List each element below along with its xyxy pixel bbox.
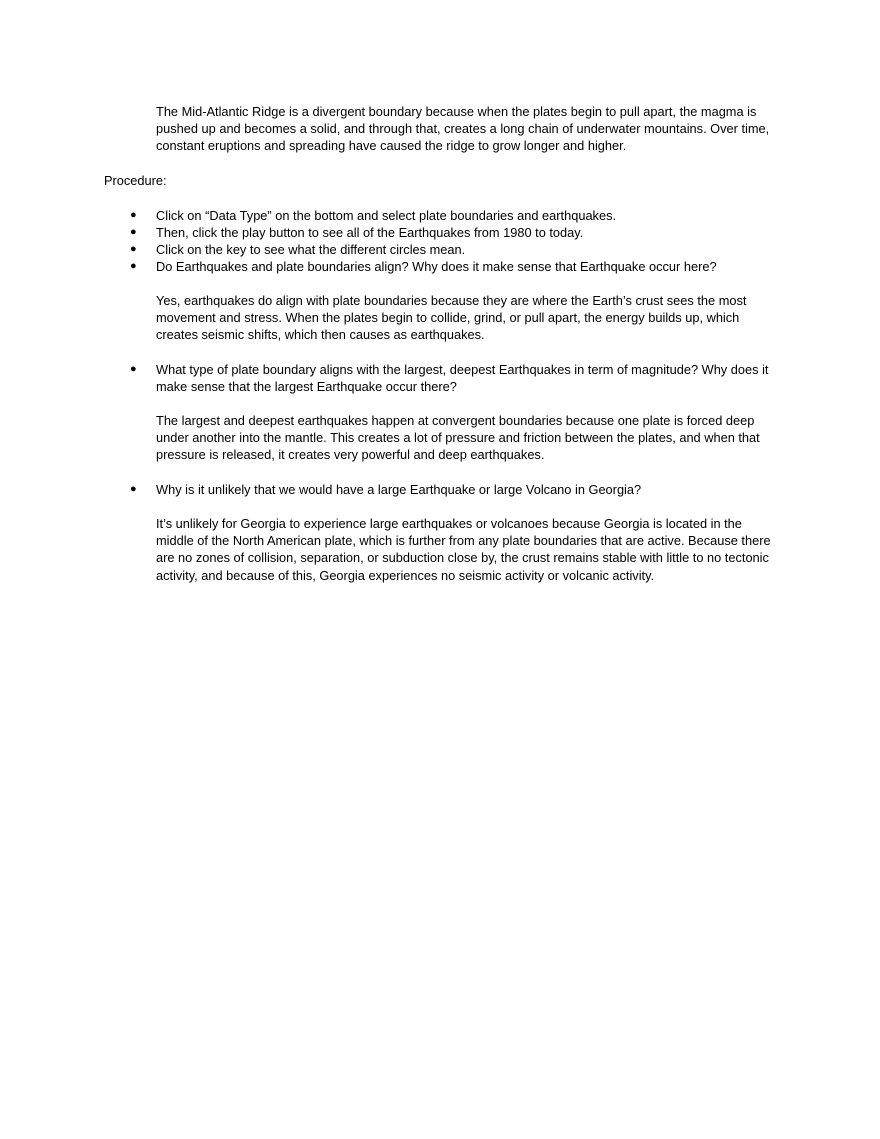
- bullet-icon: ●: [130, 243, 137, 255]
- list-item: [130, 241, 786, 258]
- list-item: [130, 224, 786, 241]
- bullet-icon: ●: [130, 363, 137, 375]
- list-item: [130, 361, 786, 395]
- list-item: [130, 207, 786, 224]
- step-text: Do Earthquakes and plate boundaries align? Why does it make sense that Earthquake occur here?: [156, 259, 717, 274]
- bullet-icon: ●: [130, 226, 137, 238]
- answer-georgia: It’s unlikely for Georgia to experience large earthquakes or volcanoes because Georgia is located in the middle of the North American plate, which is further from any plate boundaries that are active. Because there are no zones of collision, separation, or subduction close by, the crust remains stable with little to no tectonic activity, and because of this, Georgia experiences no seismic activity or volcanic activity.: [156, 516, 771, 583]
- list-item: [130, 481, 786, 498]
- answer-align: Yes, earthquakes do align with plate boundaries because they are where the Earth’s crust sees the most movement and stress. When the plates begin to collide, grind, or pull apart, the energy builds up, which creates seismic shifts, which then causes as earthquakes.: [156, 293, 747, 343]
- answer-largest: The largest and deepest earthquakes happen at convergent boundaries because one plate is forced deep under another into the mantle. This creates a lot of pressure and friction between the plates, and when that pressure is released, it creates very powerful and deep earthquakes.: [156, 413, 760, 463]
- question-text: What type of plate boundary aligns with the largest, deepest Earthquakes in term of magnitude? Why does it make sense that the largest Earthquake occur there?: [156, 362, 769, 395]
- bullet-icon: ●: [130, 260, 137, 272]
- step-text: Click on the key to see what the different circles mean.: [156, 242, 466, 257]
- bullet-icon: ●: [130, 209, 137, 221]
- question-text: Why is it unlikely that we would have a large Earthquake or large Volcano in Georgia?: [156, 482, 642, 497]
- step-text: Then, click the play button to see all of the Earthquakes from 1980 to today.: [156, 225, 584, 240]
- intro-paragraph: The Mid-Atlantic Ridge is a divergent boundary because when the plates begin to pull apart, the magma is pushed up and becomes a solid, and through that, creates a long chain of underwater mountains. Over time, constant eruptions and spreading have caused the ridge to grow longer and higher.: [156, 104, 770, 154]
- bullet-icon: ●: [130, 483, 137, 495]
- step-text: Click on “Data Type” on the bottom and select plate boundaries and earthquakes.: [156, 208, 617, 223]
- procedure-heading: Procedure:: [104, 173, 167, 188]
- list-item: [130, 258, 786, 275]
